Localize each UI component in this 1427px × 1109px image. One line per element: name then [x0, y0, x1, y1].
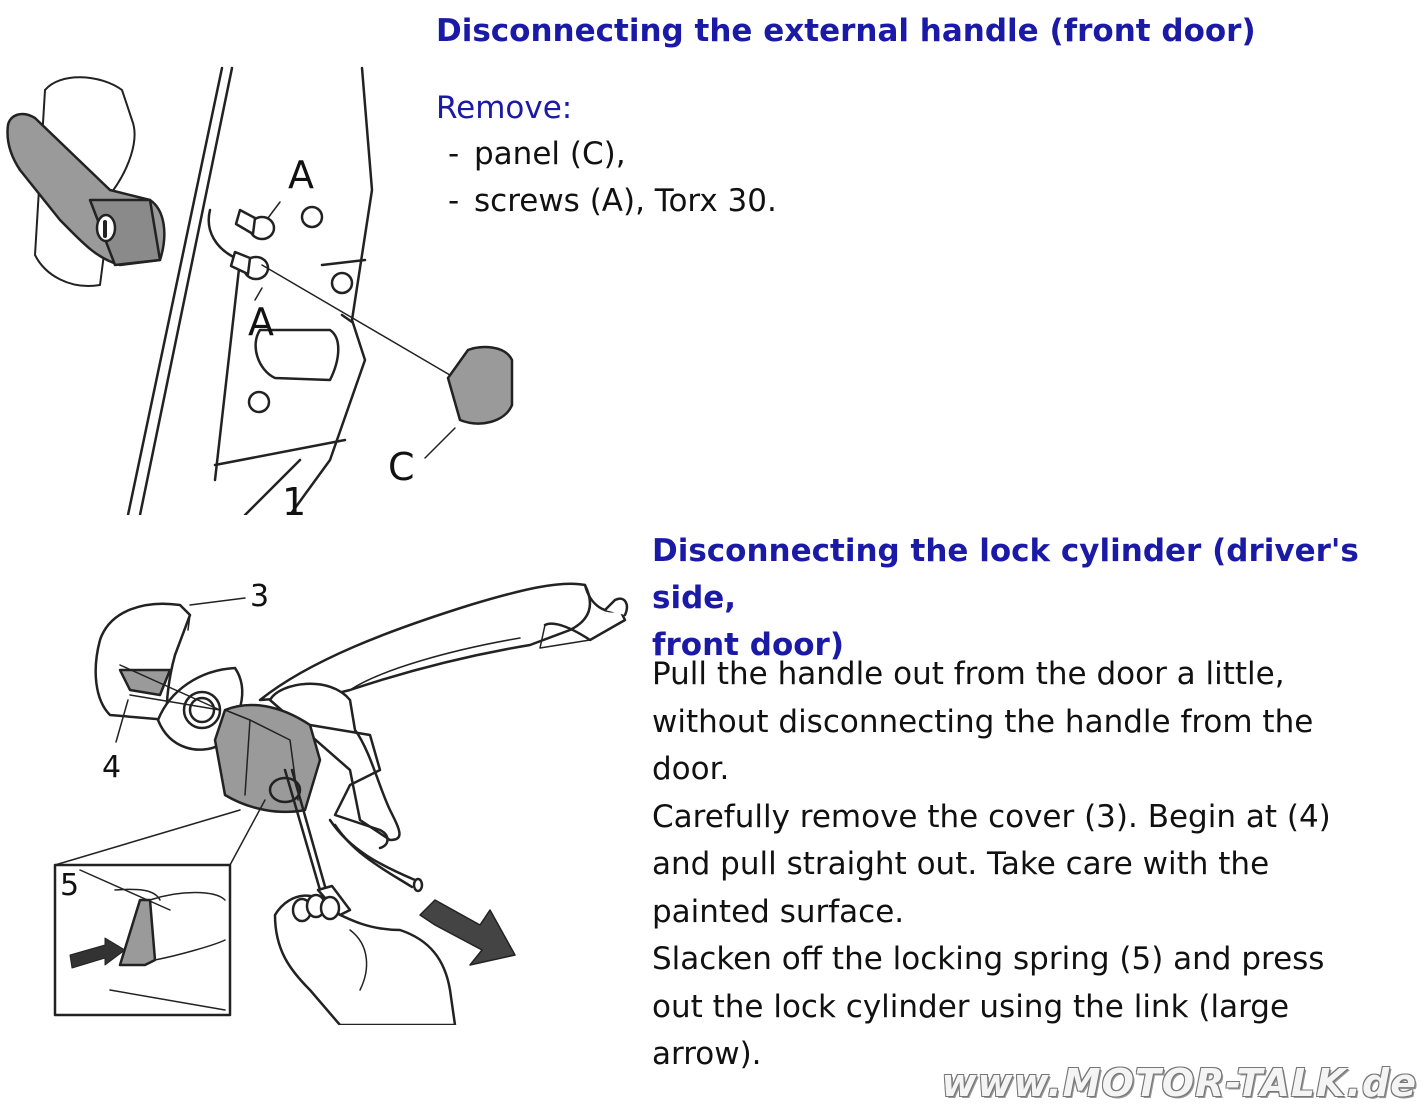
list-item: [436, 178, 777, 225]
watermark: www.MOTOR-TALK.de: [941, 1061, 1417, 1105]
section2-instructions: [652, 651, 1412, 1079]
list-item-text: panel (C),: [474, 136, 626, 172]
instruction-line: painted surface.: [652, 893, 905, 930]
figure-lock-cylinder: [50, 570, 640, 1025]
instruction-line: without disconnecting the handle from the: [652, 703, 1314, 740]
section2-title-line2: front door): [652, 627, 844, 663]
external-handle-illustration: [0, 60, 525, 515]
instruction-line: and pull straight out. Take care with the: [652, 846, 1270, 882]
lock-cylinder-illustration: [50, 570, 640, 1025]
list-item: [436, 131, 777, 178]
section2-title: [652, 528, 1422, 669]
instruction-line: Pull the handle out from the door a little,: [652, 656, 1285, 692]
callout-c: C: [388, 445, 415, 489]
instruction-line: Slacken off the locking spring (5) and press: [652, 941, 1325, 977]
instruction-line: arrow).: [652, 1036, 762, 1072]
callout-1: 1: [282, 480, 307, 515]
list-item-text: screws (A), Torx 30.: [474, 183, 777, 219]
figure-external-handle: [0, 60, 525, 515]
callout-4: 4: [102, 750, 122, 785]
callout-a-lower: A: [248, 300, 274, 344]
instruction-line: out the lock cylinder using the link (large: [652, 988, 1290, 1025]
callout-5: 5: [60, 868, 80, 903]
instruction-line: door.: [652, 751, 730, 787]
section2-title-line1: Disconnecting the lock cylinder (driver's side,: [652, 533, 1359, 616]
callout-a-upper: A: [288, 153, 314, 197]
remove-label: Remove:: [436, 90, 573, 126]
instruction-line: Carefully remove the cover (3). Begin at (4): [652, 798, 1331, 835]
remove-list: [436, 131, 777, 225]
callout-3: 3: [250, 579, 270, 614]
section1-title: Disconnecting the external handle (front door): [436, 13, 1256, 49]
